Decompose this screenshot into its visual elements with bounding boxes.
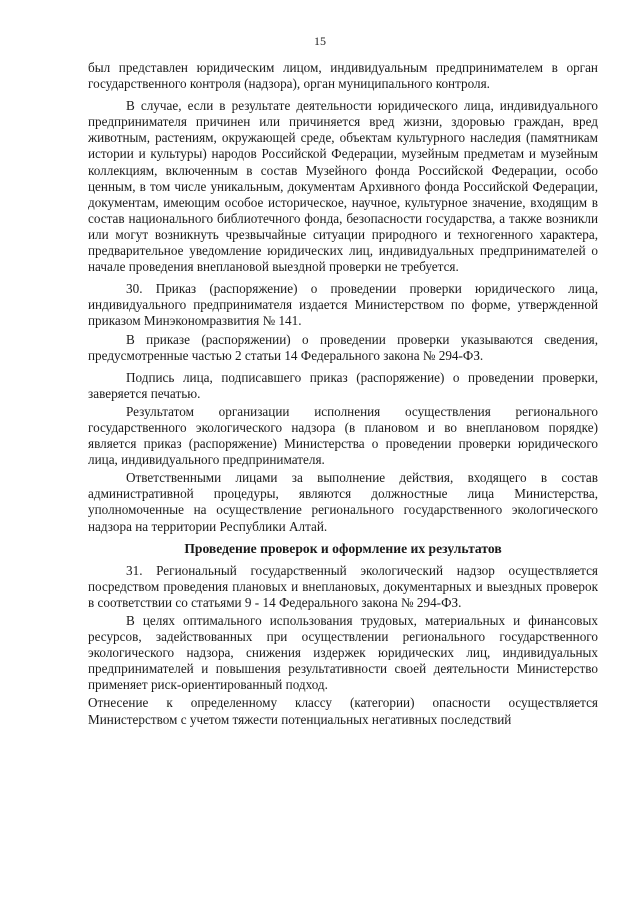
paragraph-item-31: 31. Региональный государственный экологический надзор осуществляется посредством проведения плановых и внеплановых, документарных и выездных проверок в соответствии со статьями 9 - 14 Федерального закона № 294-ФЗ. [88, 562, 598, 610]
page-number: 15 [314, 34, 326, 48]
section-heading: Проведение проверок и оформление их результатов [184, 540, 502, 556]
paragraph-unplanned-inspection: В случае, если в результате деятельности юридического лица, индивидуального предпринимателя причинен или причиняется вред жизни, здоровью граждан, вред животным, растениям, окружающей среде, объектам культурного наследия (памятникам истории и культуры) народов Российской Федерации, музейным предметам и музейным коллекциям, включенным в состав Музейного фонда Российской Федерации, особо ценным, в том числе уникальным, документам Архивного фонда Российской Федерации, документам, имеющим особое историческое, научное, культурное значение, входящим в состав национального библиотечного фонда, безопасности государства, а также возникли или могут возникнуть чрезвычайные ситуации природного и техногенного характера, предварительное уведомление юридических лиц, индивидуальных предпринимателей о начале проведения внеплановой выездной проверки не требуется. [88, 98, 598, 275]
paragraph-hazard-class: Отнесение к определенному классу (категории) опасности осуществляется Министерством с учетом тяжести потенциальных негативных последствий [88, 695, 598, 727]
paragraph-order-contents: В приказе (распоряжении) о проведении проверки указываются сведения, предусмотренные частью 2 статьи 14 Федерального закона № 294-ФЗ. [88, 331, 598, 363]
paragraph-responsible-persons: Ответственными лицами за выполнение действия, входящего в состав административной процедуры, являются должностные лица Министерства, уполномоченные на осуществление регионального государственного экологического надзора на территории Республики Алтай. [88, 470, 598, 534]
paragraph-signature: Подпись лица, подписавшего приказ (распоряжение) о проведении проверки, заверяется печатью. [88, 369, 598, 401]
paragraph-continuation: был представлен юридическим лицом, индивидуальным предпринимателем в орган государственного контроля (надзора), орган муниципального контроля. [88, 60, 598, 92]
paragraph-result: Результатом организации исполнения осуществления регионального государственного экологического надзора (в плановом и во внеплановом порядке) является приказ (распоряжение) Министерства о проведении проверки юридического лица, индивидуального предпринимателя. [88, 403, 598, 468]
document-body [88, 60, 598, 734]
paragraph-item-30: 30. Приказ (распоряжение) о проведении проверки юридического лица, индивидуального предпринимателя издается Министерством по форме, утвержденной приказом Минэкономразвития № 141. [88, 281, 598, 329]
paragraph-risk-approach: В целях оптимального использования трудовых, материальных и финансовых ресурсов, задействованных при осуществлении регионального государственного экологического надзора, снижения издержек юридических лиц, индивидуальных предпринимателей и повышения результативности своей деятельности Министерство применяет риск-ориентированный подход. [88, 613, 598, 693]
